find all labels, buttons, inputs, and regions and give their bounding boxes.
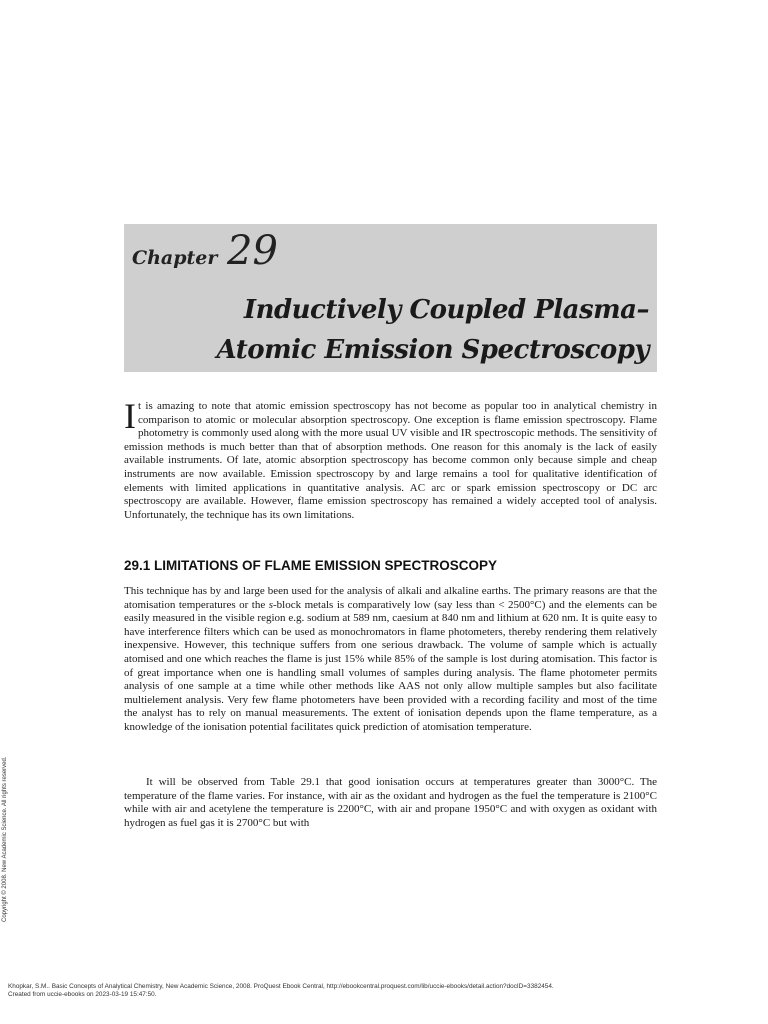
chapter-label bbox=[132, 228, 278, 274]
chapter-title-line-2: Atomic Emission Spectroscopy bbox=[216, 335, 649, 365]
chapter-title-line-1: Inductively Coupled Plasma– bbox=[243, 295, 649, 325]
para1-text-a: This technique has by and large been used for the analysis of alkali and alkaline earths. The primary reasons are that the atomisation temperatures or the bbox=[124, 585, 657, 611]
chapter-header bbox=[124, 224, 657, 372]
para1-text-b: -block metals is comparatively low (say less than < 2500°C) and the elements can be easily measured in the visible region e.g. sodium at 589 nm, caesium at 840 nm and lithium at 620 nm. It is quite easy to have interference filters which can be used as monochromators in flame photometers, thereby rendering them relatively inexpensive. However, this technique suffers from one serious drawback. The volume of sample which is actually atomised and one which reaches the flame is just 15% while 85% of the sample is lost during atomisation. This factor is of great importance when one is handling small volumes of samples during analysis. The flame photometer permits analysis of one sample at a time while other methods like AAS not only allow multiple samples but also facilitate multielement analysis. Very few flame photometers have been provided with a recording facility and most of the time the analyst has to rely on manual measurements. The extent of ionisation depends upon the flame temperature, as a knowledge of the ionisation potential facilitates quick prediction of atomisation temperature. bbox=[124, 598, 657, 733]
intro-text: t is amazing to note that atomic emission spectroscopy has not become as popular too in analytical chemistry in comparison to atomic or molecular absorption spectroscopy. One exception is flame emission spectroscopy. Flame photometry is commonly used along with the more usual UV visible and IR spectroscopic methods. The sensitivity of emission methods is much better than that of absorption methods. One reason for this anomaly is the lack of easily available instruments. Of late, atomic absorption spectroscopy has become common only because simple and cheap instruments are now available. Emission spectroscopy by and large remains a tool for qualitative identification of elements with limited applications in quantitative analysis. AC arc or spark emission spectroscopy or DC arc spectroscopy are available. However, flame emission spectroscopy has remained a widely accepted tool of analysis. Unfortunately, the technique has its own limitations. bbox=[124, 400, 657, 521]
chapter-number: 29 bbox=[227, 228, 278, 274]
intro-paragraph bbox=[124, 396, 657, 522]
para1-italic: s bbox=[268, 598, 274, 611]
section-paragraph-2: It will be observed from Table 29.1 that good ionisation occurs at temperatures greater than 3000°C. The temperature of the flame varies. For instance, with air as the oxidant and hydrogen as the fuel the temperature is 2100°C while with air and acetylene the temperature is 2200°C, with air and propane 1950°C and with oxygen as oxidant with hydrogen as fuel gas it is 2700°C but with bbox=[124, 776, 657, 829]
chapter-word: Chapter bbox=[132, 247, 218, 269]
footer-created: Created from uccie-ebooks on 2023-03-19 15:47:50. bbox=[8, 991, 157, 998]
section-paragraph-1 bbox=[124, 585, 657, 735]
footer bbox=[8, 983, 748, 999]
footer-citation: Khopkar, S.M.. Basic Concepts of Analytical Chemistry, New Academic Science, 2008. ProQuest Ebook Central, http://ebookcentral.proquest.com/lib/uccie-ebooks/detail.action?docID=3382454. bbox=[8, 983, 554, 990]
side-copyright: Copyright © 2008. New Academic Science. All rights reserved. bbox=[2, 756, 8, 922]
chapter-title bbox=[217, 290, 649, 370]
section-heading: 29.1 LIMITATIONS OF FLAME EMISSION SPECTROSCOPY bbox=[124, 558, 498, 573]
drop-cap: I bbox=[124, 396, 136, 436]
